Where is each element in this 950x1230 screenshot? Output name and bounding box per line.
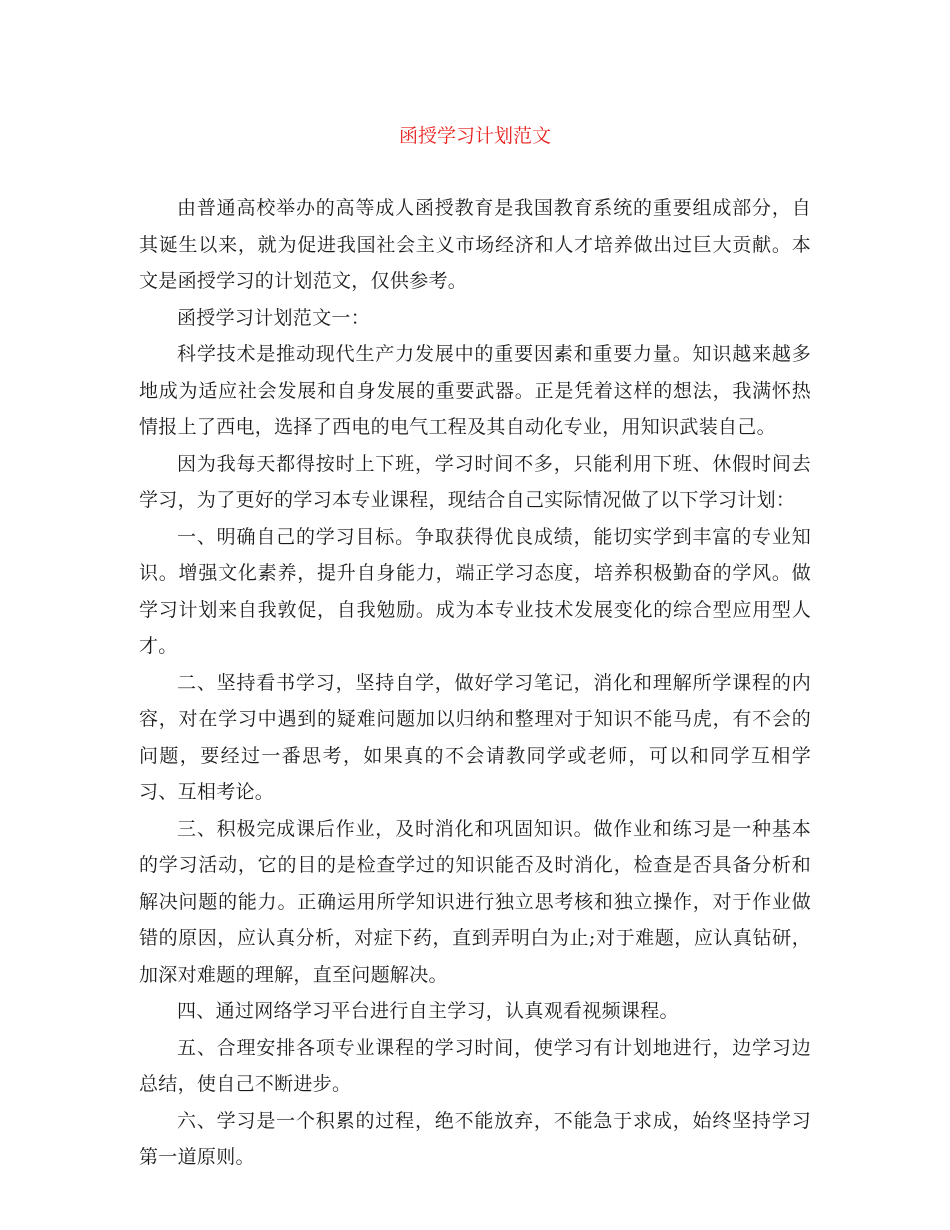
paragraph-point-3: 三、积极完成课后作业，及时消化和巩固知识。做作业和练习是一种基本的学习活动，它的目的是检查学过的知识能否及时消化，检查是否具备分析和解决问题的能力。正确运用所学知识进行独立思考核和独立操作，对于作业做错的原因，应认真分析，对症下药，直到弄明白为止;对于难题，应认真钻研，加深对难题的理解，直至问题解决。 xyxy=(139,817,811,986)
paragraph-point-4: 四、通过网络学习平台进行自主学习，认真观看视频课程。 xyxy=(177,1000,679,1022)
document-title: 函授学习计划范文 xyxy=(398,125,551,147)
paragraph-intro: 由普通高校举办的高等成人函授教育是我国教育系统的重要组成部分，自其诞生以来，就为促进我国社会主义市场经济和人才培养做出过巨大贡献。本文是函授学习的计划范文，仅供参考。 xyxy=(139,197,811,292)
paragraph-point-1: 一、明确自己的学习目标。争取获得优良成绩，能切实学到丰富的专业知识。增强文化素养，提升自身能力，端正学习态度，培养积极勤奋的学风。做学习计划来自我敦促，自我勉励。成为本专业技术发展变化的综合型应用型人才。 xyxy=(139,525,811,657)
paragraph-point-2: 二、坚持看书学习，坚持自学，做好学习笔记，消化和理解所学课程的内容，对在学习中遇到的疑难问题加以归纳和整理对于知识不能马虎，有不会的问题，要经过一番思考，如果真的不会请教同学或老师，可以和同学互相学习、互相考论。 xyxy=(139,671,811,803)
paragraph-science: 科学技术是推动现代生产力发展中的重要因素和重要力量。知识越来越多地成为适应社会发展和自身发展的重要武器。正是凭着这样的想法，我满怀热情报上了西电，选择了西电的电气工程及其自动化专业，用知识武装自己。 xyxy=(139,343,811,438)
document-body xyxy=(139,190,811,1176)
paragraph-work-schedule: 因为我每天都得按时上下班，学习时间不多，只能利用下班、休假时间去学习，为了更好的学习本专业课程，现结合自己实际情况做了以下学习计划： xyxy=(139,452,811,511)
paragraph-section-heading: 函授学习计划范文一： xyxy=(177,306,371,329)
paragraph-point-5: 五、合理安排各项专业课程的学习时间，使学习有计划地进行，边学习边总结，使自己不断进步。 xyxy=(139,1036,811,1095)
paragraph-point-6: 六、学习是一个积累的过程，绝不能放弃，不能急于求成，始终坚持学习第一道原则。 xyxy=(139,1109,811,1168)
